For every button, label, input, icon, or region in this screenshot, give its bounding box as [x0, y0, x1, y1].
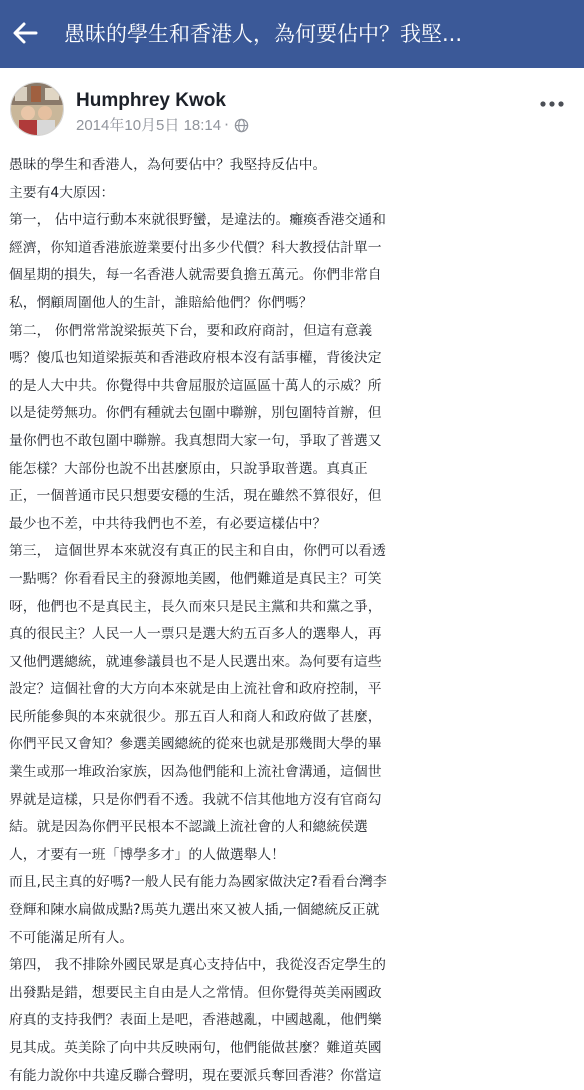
post-text-line: 嗎？傻瓜也知道梁振英和香港政府根本沒有話事權，背後決定 — [9, 350, 382, 367]
meta-separator: · — [224, 116, 229, 134]
post-timestamp[interactable]: 2014年10月5日 18:14 — [76, 117, 222, 134]
back-arrow-icon[interactable] — [10, 18, 40, 48]
globe-icon — [234, 118, 249, 133]
more-options-icon[interactable] — [540, 99, 564, 109]
post-meta — [76, 115, 249, 135]
post-text-line: 以是徒勞無功。你們有種就去包圍中聯辦，別包圍特首辦，但 — [9, 405, 382, 422]
post-text-line: 有能力說你中共違反聯合聲明，現在要派兵奪回香港？你當這 — [9, 1067, 382, 1084]
post-text-line: 個星期的損失，每一名香港人就需要負擔五萬元。你們非常自 — [9, 267, 382, 284]
post-text-line: 第四， 我不排除外國民眾是真心支持佔中，我從沒否定學生的 — [9, 957, 386, 974]
avatar-image — [11, 83, 63, 135]
post-text-line: 又他們選總統，就連參議員也不是人民選出來。為何要有這些 — [9, 653, 382, 670]
post-text-line: 經濟，你知道香港旅遊業要付出多少代價？科大教授估計單一 — [9, 239, 382, 256]
post-text-line: 愚昧的學生和香港人，為何要佔中？我堅持反佔中。 — [9, 157, 327, 173]
post-text-line: 量你們也不敢包圍中聯辦。我真想問大家一句，爭取了普選又 — [9, 432, 382, 449]
post-text-line: 一點嗎？你看看民主的發源地美國，他們難道是真民主？可笑 — [9, 570, 382, 587]
author-name[interactable]: Humphrey Kwok — [76, 90, 226, 111]
post-text-line: 登輝和陳水扁做成點?馬英九選出來又被人插,一個總統反正就 — [9, 902, 380, 919]
avatar[interactable] — [10, 82, 64, 136]
post-text-line: 能怎樣？大部份也說不出甚麼原由，只說爭取普選。真真正 — [9, 460, 368, 477]
post-text-line: 最少也不差，中共待我們也不差，有必要這樣佔中？ — [9, 515, 327, 532]
post-text-line: 界就是這樣，只是你們看不透。我就不信其他地方沒有官商勾 — [9, 791, 382, 808]
post-text-line: 你們平民又會知？參選美國總統的從來也就是那幾間大學的畢 — [9, 736, 382, 753]
post-text-line: 見其成。英美除了向中共反映兩句，他們能做甚麼？難道英國 — [9, 1040, 382, 1056]
page-title: 愚昧的學生和香港人，為何要佔中？我堅... — [64, 22, 463, 46]
post-header — [0, 68, 584, 152]
post-body — [9, 152, 581, 1090]
post-text-line: 正，一個普通市民只想要安穩的生活，現在雖然不算很好，但 — [9, 488, 382, 505]
post-text-line: 不可能滿足所有人。 — [9, 929, 134, 946]
post-text-line: 結。就是因為你們平民根本不認識上流社會的人和總統侯選 — [9, 819, 368, 836]
post-text-line: 第二， 你們常常說梁振英下台，要和政府商討，但這有意義 — [9, 322, 373, 339]
top-app-bar — [0, 0, 584, 68]
post-text-line: 的是人大中共。你覺得中共會屈服於這區區十萬人的示威？所 — [9, 377, 382, 394]
post-text-line: 而且,民主真的好嗎?一般人民有能力為國家做決定?看看台灣李 — [9, 874, 387, 891]
post-text-line: 真的很民主？人民一人一票只是選大約五百多人的選舉人，再 — [9, 626, 382, 643]
post-text-line: 出發點是錯，想要民主自由是人之常情。但你覺得英美兩國政 — [9, 984, 382, 1001]
post-text-line: 民所能參與的本來就很少。那五百人和商人和政府做了甚麼， — [9, 708, 382, 725]
post-text-line: 主要有4大原因： — [9, 184, 115, 201]
post-text-line: 呀，他們也不是真民主，長久而來只是民主黨和共和黨之爭， — [9, 598, 382, 615]
post-text-line: 府真的支持我們？表面上是吧，香港越亂，中國越亂，他們樂 — [9, 1012, 382, 1029]
post-text-line: 第三， 這個世界本來就沒有真正的民主和自由，你們可以看透 — [9, 543, 386, 560]
post-text-line: 第一， 佔中這行動本來就很野蠻，是違法的。癱瘓香港交通和 — [9, 212, 386, 229]
post-text-line: 人，才要有一班「博學多才」的人做選舉人！ — [9, 846, 285, 863]
post-text-line: 設定？這個社會的大方向本來就是由上流社會和政府控制，平 — [9, 681, 382, 698]
post-text-line: 私，惘顧周圍他人的生計，誰賠給他們？你們嗎？ — [9, 294, 313, 311]
post-text-line: 業生或那一堆政治家族，因為他們能和上流社會溝通，這個世 — [9, 764, 382, 781]
